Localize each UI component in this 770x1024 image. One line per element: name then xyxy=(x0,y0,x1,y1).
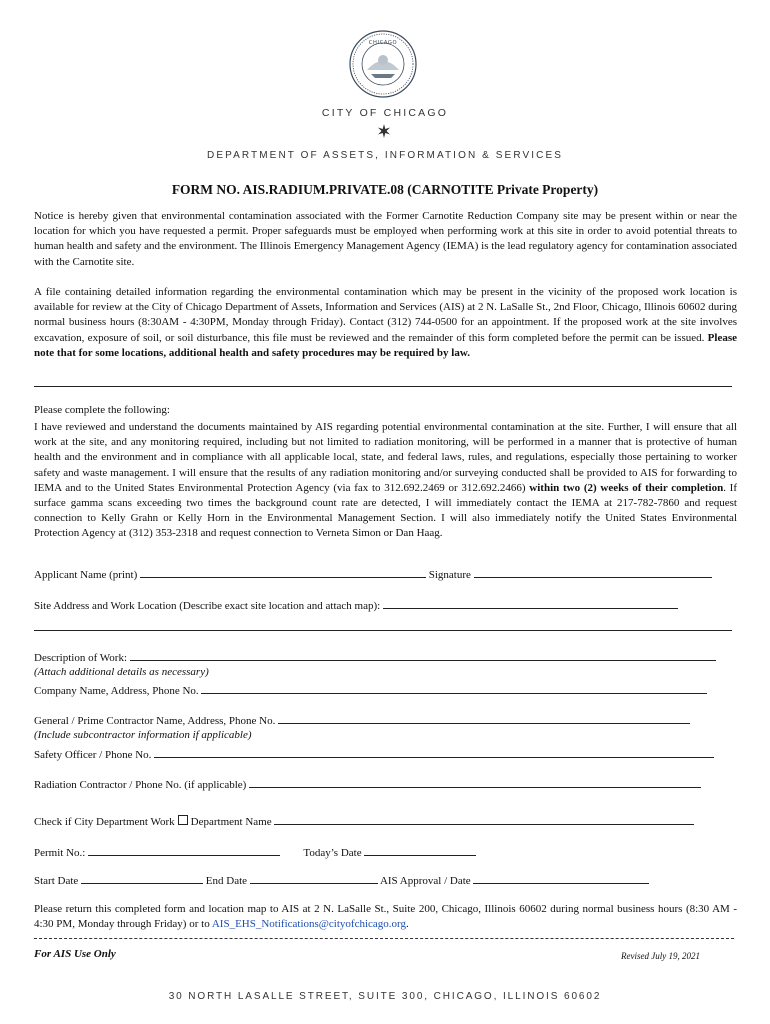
general-contractor-note: (Include subcontractor information if applicable) xyxy=(34,729,252,741)
start-date-field[interactable] xyxy=(81,873,203,884)
permit-no-label: Permit No.: xyxy=(34,847,86,859)
applicant-name-field[interactable] xyxy=(140,567,426,578)
department-name-label: Department Name xyxy=(190,816,272,828)
description-field[interactable] xyxy=(130,650,716,661)
start-date-label: Start Date xyxy=(34,875,79,887)
footer-address: 30 NORTH LASALLE STREET, SUITE 300, CHICAGO, ILLINOIS 60602 xyxy=(168,991,602,1002)
safety-officer-field[interactable] xyxy=(154,747,714,758)
permit-row xyxy=(34,845,476,860)
description-label: Description of Work: xyxy=(34,652,128,664)
dashed-divider xyxy=(34,938,734,939)
signature-label: Signature xyxy=(428,569,471,581)
form-title: FORM NO. AIS.RADIUM.PRIVATE.08 (CARNOTITE Private Property) xyxy=(171,182,599,197)
general-contractor-label: General / Prime Contractor Name, Address, Phone No. xyxy=(34,715,276,727)
city-seal-icon xyxy=(349,30,417,98)
department-name-field[interactable] xyxy=(274,814,694,825)
svg-text:CHICAGO: CHICAGO xyxy=(368,40,398,46)
company-row xyxy=(34,683,707,698)
certification-paragraph xyxy=(34,420,737,542)
city-department-check-label: Check if City Department Work xyxy=(34,816,175,828)
certification-bold-text: within two (2) weeks of their completion xyxy=(529,481,724,494)
certification-text-a: I have reviewed and understand the documents maintained by AIS regarding potential environmental contamination at the site. Further, I will ensure that all work at the site, and any monitoring required, including but not limited to radiation monitoring, will be performed in a manner that is protective of human health and the environment and in compliance with all applicable local, state, and federal laws, rules, and regulations, especially those pertaining to worker safety and waste management. I will ensure that the results of any radiation monitoring and/or surveying conducted shall be provided to AIS for forwarding to IEMA and to the United States Environmental Protection Agency (via fax to 312.692.2469 or 312.692.2466) xyxy=(34,421,737,494)
notice-paragraph: Notice is hereby given that environmental contamination associated with the Former Carnotite Reduction Company site may be present within or near the location for which you have requested a permit. Proper safeguards must be employed when performing work at this site in order to avoid potential threats to human health and safety and the environment. The Illinois Emergency Management Agency (IEMA) is the lead regulatory agency for contamination associated with the Carnotite site. xyxy=(34,210,737,268)
applicant-row xyxy=(34,567,712,582)
ais-email-link[interactable]: AIS_EHS_Notifications@cityofchicago.org xyxy=(211,918,407,931)
signature-field[interactable] xyxy=(474,567,712,578)
site-address-field[interactable] xyxy=(383,598,678,609)
return-text: Please return this completed form and location map to AIS at 2 N. LaSalle St., Suite 200, Chicago, Illinois 60602 during normal business hours (8:30 AM - 4:30 PM, Monday through Friday) or to xyxy=(34,903,737,931)
star-icon xyxy=(377,124,391,138)
file-info-text: A file containing detailed information regarding the environmental contamination which may be present in the vicinity of the proposed work location is available for review at the City of Chicago Department of Assets, Information and Services (AIS) at 2 N. LaSalle St., 2nd Floor, Chicago, Illinois 60602 during normal business hours (8:30AM - 4:30PM, Monday through Friday). Contact (312) 744-0500 for an appointment. If the proposed work at the site involves excavation, exposure of soil, or soil disturbance, this file must be reviewed and the remainder of this form completed before the permit can be issued. xyxy=(34,286,737,344)
dates-row xyxy=(34,873,649,888)
file-info-paragraph xyxy=(34,285,737,361)
city-department-row xyxy=(34,814,694,829)
applicant-name-label: Applicant Name (print) xyxy=(34,569,138,581)
revised-date: Revised July 19, 2021 xyxy=(621,951,700,961)
site-address-label: Site Address and Work Location (Describe exact site location and attach map): xyxy=(34,600,381,612)
company-label: Company Name, Address, Phone No. xyxy=(34,685,199,697)
radiation-contractor-field[interactable] xyxy=(249,777,701,788)
return-paragraph xyxy=(34,902,737,932)
safety-officer-label: Safety Officer / Phone No. xyxy=(34,749,152,761)
ais-approval-label: AIS Approval / Date xyxy=(379,875,471,887)
todays-date-label: Today’s Date xyxy=(303,847,362,859)
end-date-field[interactable] xyxy=(250,873,378,884)
radiation-contractor-label: Radiation Contractor / Phone No. (if applicable) xyxy=(34,779,247,791)
description-note: (Attach additional details as necessary) xyxy=(34,666,209,678)
please-complete-label: Please complete the following: xyxy=(34,404,170,416)
city-name: CITY OF CHICAGO xyxy=(321,107,449,119)
todays-date-field[interactable] xyxy=(364,845,476,856)
certification-text-b: . If surface gamma scans exceeding two times the background count rate are detected, I will immediately contact the IEMA at 217-782-7860 and request connection to Kelly Grahn or Kelly Horn in the Environmental Management Section. I will also immediately notify the United States Environmental Protection Agency at (312) 353-2318 and request connection to Verneta Simon or Dan Haag. xyxy=(34,481,738,540)
description-row xyxy=(34,650,716,665)
department-name: DEPARTMENT OF ASSETS, INFORMATION & SERVICES xyxy=(207,150,563,161)
ais-approval-field[interactable] xyxy=(473,873,649,884)
for-ais-use-label: For AIS Use Only xyxy=(34,948,116,960)
site-address-field-line-2[interactable] xyxy=(34,630,732,631)
section-divider xyxy=(34,386,732,387)
end-date-label: End Date xyxy=(205,875,248,887)
radiation-contractor-row xyxy=(34,777,701,792)
file-info-bold-text: Please note that for some locations, additional health and safety procedures may be required by law. xyxy=(34,331,737,359)
site-address-row xyxy=(34,598,678,613)
general-contractor-field[interactable] xyxy=(278,713,690,724)
city-department-checkbox[interactable] xyxy=(178,815,188,825)
safety-officer-row xyxy=(34,747,714,762)
general-contractor-row xyxy=(34,713,690,728)
company-field[interactable] xyxy=(201,683,707,694)
permit-no-field[interactable] xyxy=(88,845,280,856)
return-end: . xyxy=(406,918,409,931)
